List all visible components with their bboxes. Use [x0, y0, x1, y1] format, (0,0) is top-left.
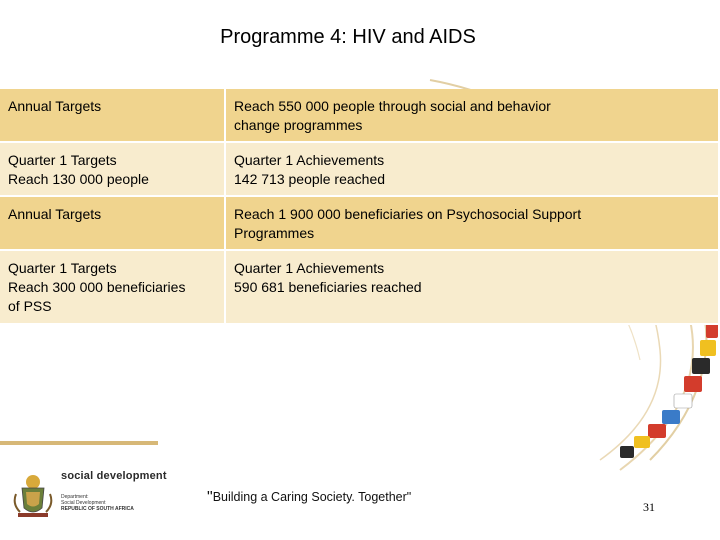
brand-name: social development: [61, 470, 167, 482]
page-title: Programme 4: HIV and AIDS: [220, 26, 476, 48]
table-row: [0, 250, 719, 324]
department-lines: Department: Social Development REPUBLIC OF SOUTH AFRICA: [61, 494, 134, 512]
table-cell: Quarter 1 Targets Reach 130 000 people: [0, 142, 225, 196]
table-cell: Quarter 1 Achievements 590 681 beneficiaries reached: [225, 250, 719, 324]
table-cell: Annual Targets: [0, 196, 225, 250]
table-row: [0, 196, 719, 250]
table-cell: Reach 550 000 people through social and behavior change programmes: [225, 89, 719, 142]
table-cell: Quarter 1 Targets Reach 300 000 beneficiaries of PSS: [0, 250, 225, 324]
page-number: 31: [643, 500, 655, 514]
targets-table: [0, 89, 720, 325]
coat-of-arms-icon: [8, 468, 58, 520]
table-row: [0, 142, 719, 196]
table-cell: Annual Targets: [0, 89, 225, 142]
table-cell: Reach 1 900 000 beneficiaries on Psychosocial Support Programmes: [225, 196, 719, 250]
slogan: "Building a Caring Society. Together": [207, 489, 412, 506]
accent-divider: [0, 441, 158, 445]
table-cell: Quarter 1 Achievements 142 713 people reached: [225, 142, 719, 196]
table-row: [0, 89, 719, 142]
